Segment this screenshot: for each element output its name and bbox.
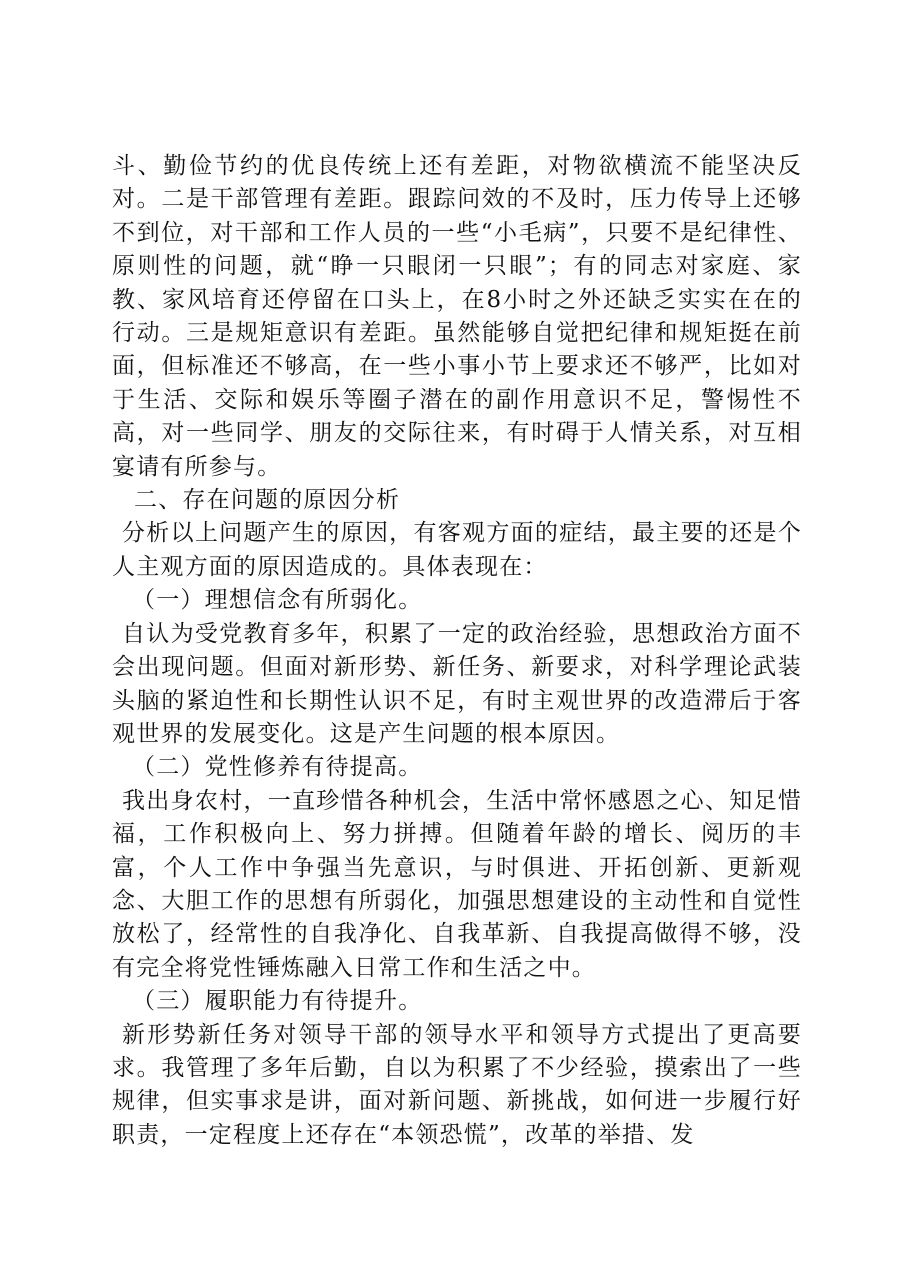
paragraph: 新形势新任务对领导干部的领导水平和领导方式提出了更高要求。我管理了多年后勤，自以为积累了不少经验，摸索出了一些规律，但实事求是讲，面对新问题、新挑战，如何进一步履行好职责，一定程度上还存在“本领恐慌”，改革的举措、发: [112, 1021, 802, 1148]
sub-heading-1: （一）理想信念有所弱化。: [132, 587, 423, 614]
sub-heading-2: （二）党性修养有待提高。: [132, 754, 423, 781]
paragraph: 我出身农村，一直珍惜各种机会，生活中常怀感恩之心、知足惜福，工作积极向上、努力拼搏。但随着年龄的增长、阅历的丰富，个人工作中争强当先意识，与时俱进、开拓创新、更新观念、大胆工作的思想有所弱化，加强思想建设的主动性和自觉性放松了，经常性的自我净化、自我革新、自我提高做得不够，没有完全将党性锤炼融入日常工作和生活之中。: [112, 787, 802, 981]
sub-heading-3: （三）履职能力有待提升。: [132, 988, 423, 1015]
paragraph: 分析以上问题产生的原因，有客观方面的症结，最主要的还是个人主观方面的原因造成的。具体表现在：: [112, 520, 802, 580]
paragraph: 自认为受党教育多年，积累了一定的政治经验，思想政治方面不会出现问题。但面对新形势、新任务、新要求，对科学理论武装头脑的紧迫性和长期性认识不足，有时主观世界的改造滞后于客观世界的发展变化。这是产生问题的根本原因。: [112, 620, 802, 747]
paragraph-continued: 斗、勤俭节约的优良传统上还有差距，对物欲横流不能坚决反对。二是干部管理有差距。跟踪问效的不及时，压力传导上还够不到位，对干部和工作人员的一些“小毛病”，只要不是纪律性、原则性的问题，就“睁一只眼闭一只眼”；有的同志对家庭、家教、家风培育还停留在口头上，在8小时之外还缺乏实实在在的行动。三是规矩意识有差距。虽然能够自觉把纪律和规矩挺在前面，但标准还不够高，在一些小事小节上要求还不够严，比如对于生活、交际和娱乐等圈子潜在的副作用意识不足，警惕性不高，对一些同学、朋友的交际往来，有时碍于人情关系，对互相宴请有所参与。: [112, 153, 802, 480]
section-heading: 二、存在问题的原因分析: [134, 487, 401, 514]
document-body: [112, 150, 802, 1152]
